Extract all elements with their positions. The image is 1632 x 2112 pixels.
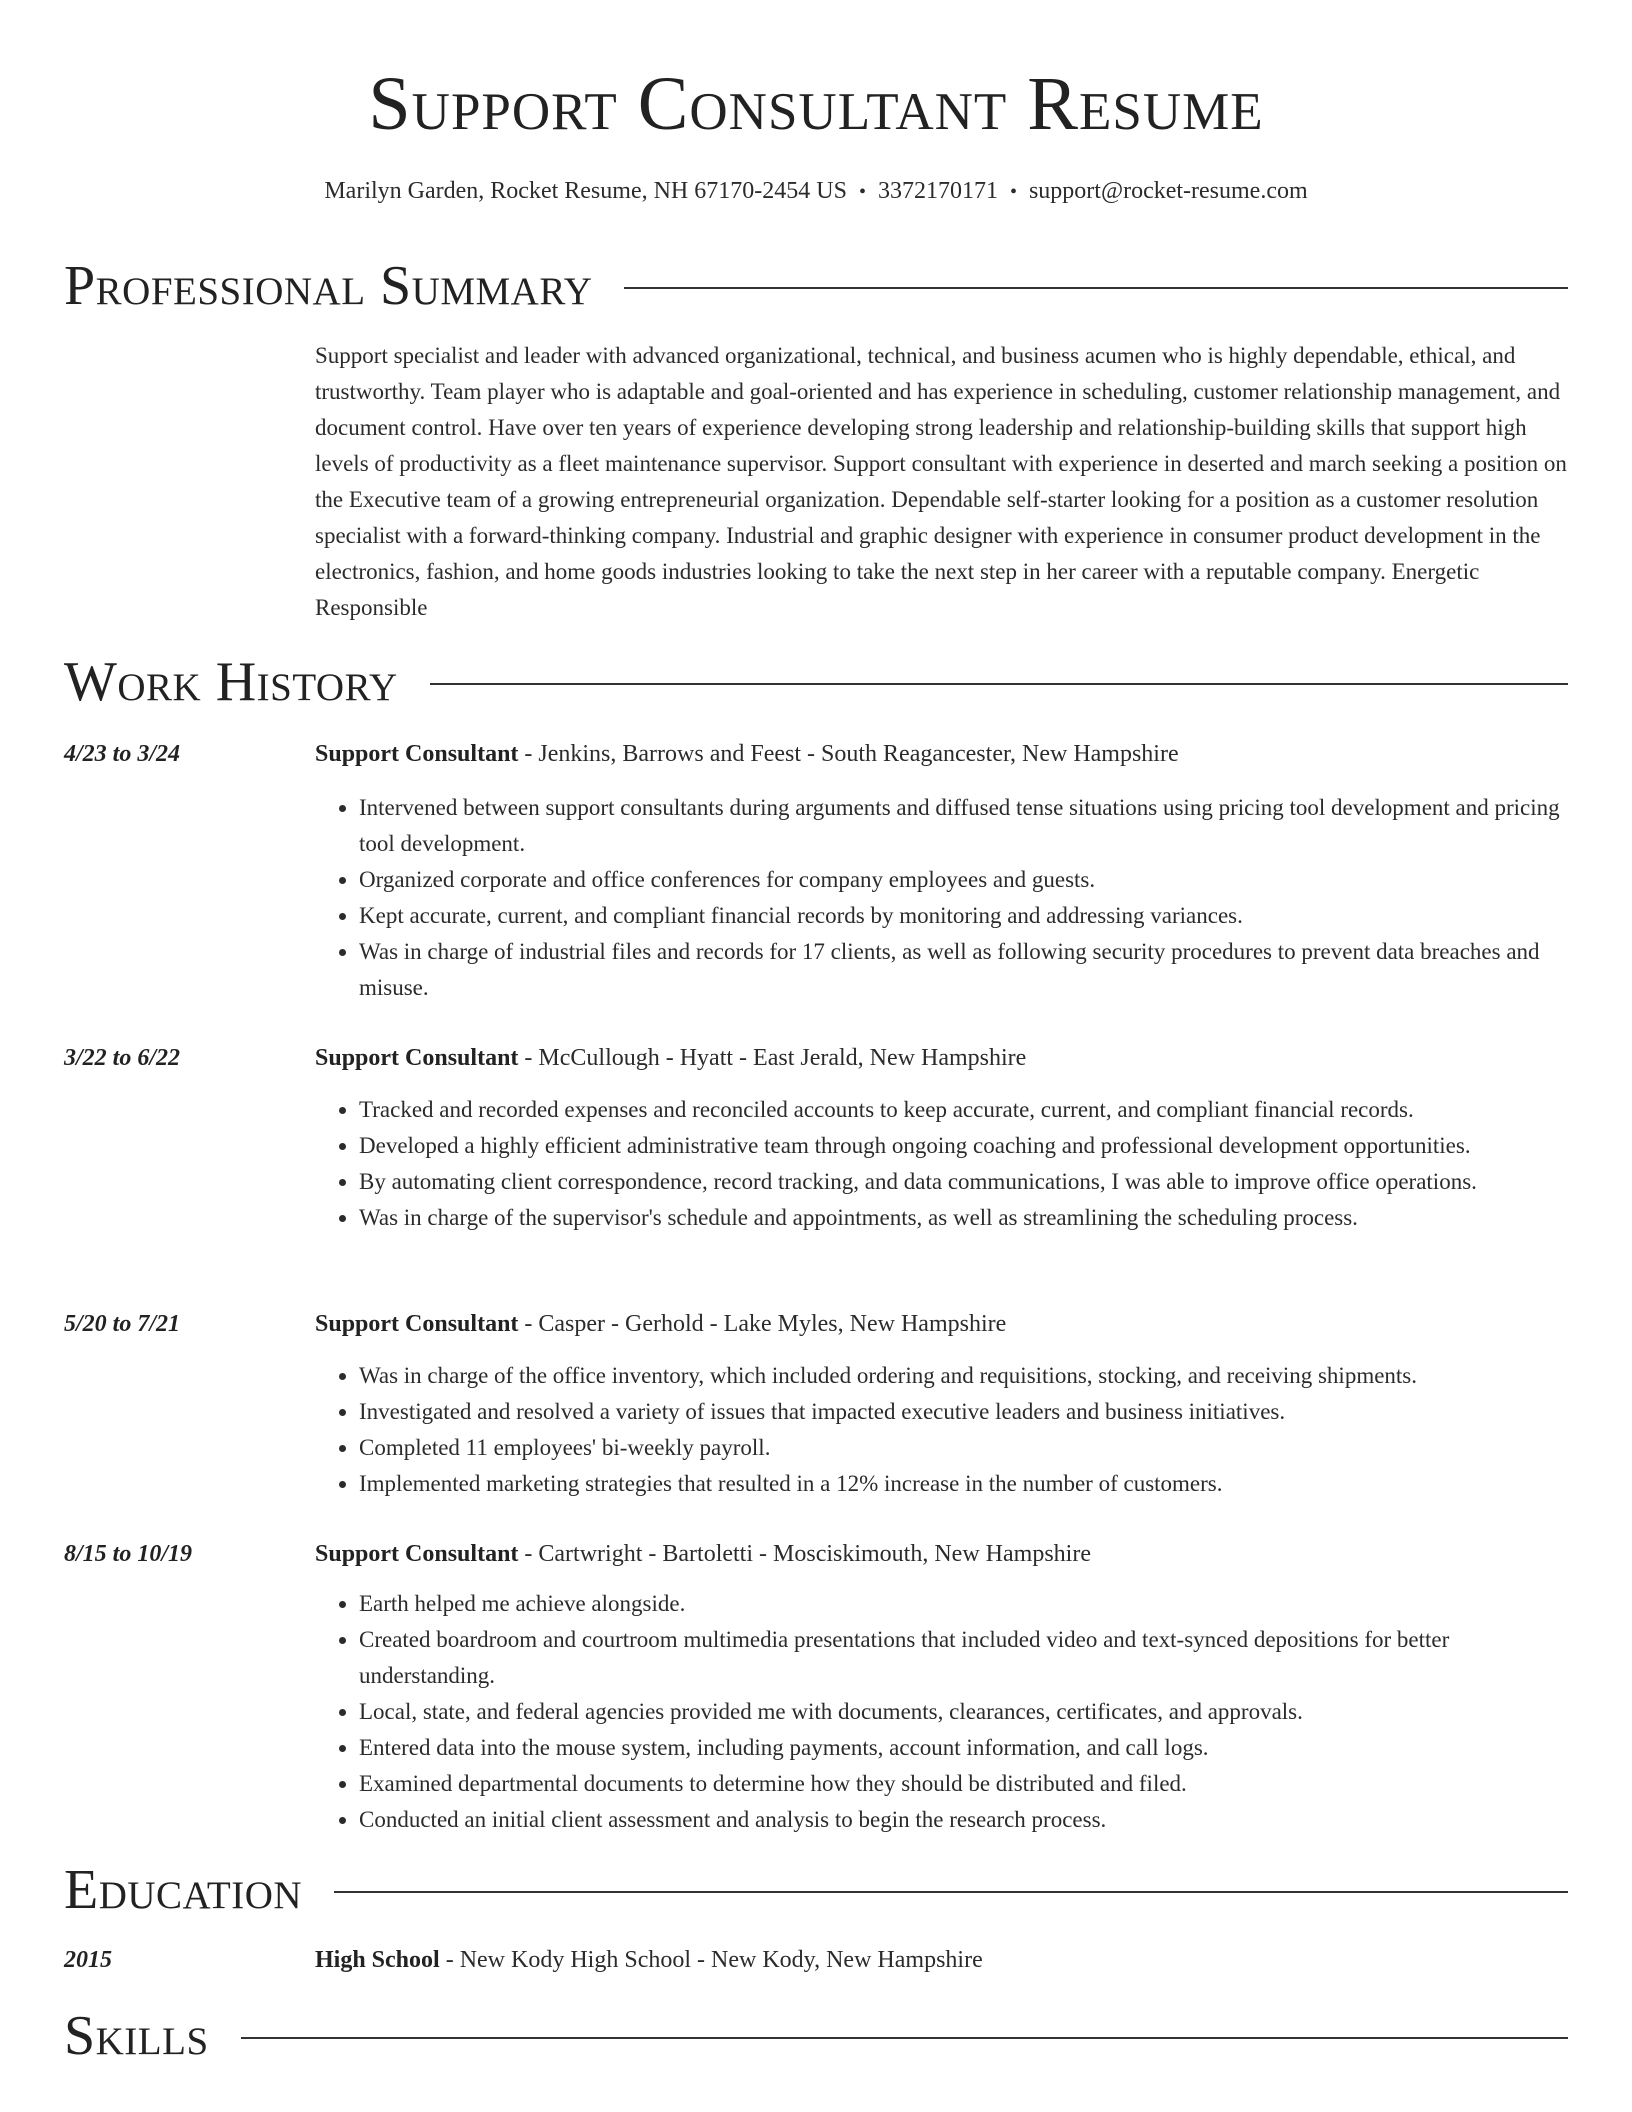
job-employer: - Cartwright - Bartoletti - Mosciskimouth, New Hampshire xyxy=(518,1541,1091,1567)
section-title: Education xyxy=(64,1859,303,1921)
contact-address: Marilyn Garden, Rocket Resume, NH 67170-2454 US xyxy=(324,178,847,204)
list-item: • Kept accurate, current, and compliant financial records by monitoring and addressing variances. xyxy=(359,898,1568,934)
list-item: • Was in charge of the office inventory, which included ordering and requisitions, stocking, and receiving shipments. xyxy=(359,1358,1568,1394)
list-item: • By automating client correspondence, record tracking, and data communications, I was able to improve office operations. xyxy=(359,1164,1568,1200)
contact-separator: • xyxy=(1009,181,1017,203)
section-professional-summary xyxy=(64,256,1568,316)
job-title-line xyxy=(315,1042,1568,1074)
job-title: Support Consultant xyxy=(315,741,519,767)
job-title: Support Consultant xyxy=(315,1541,519,1567)
contact-line xyxy=(0,175,1632,208)
job-bullets xyxy=(315,1092,1568,1236)
job-employer: - Casper - Gerhold - Lake Myles, New Hampshire xyxy=(518,1311,1007,1337)
education-school: - New Kody High School - New Kody, New Hampshire xyxy=(439,1947,983,1973)
section-divider xyxy=(624,287,1568,289)
job-title-line xyxy=(315,738,1568,770)
job-title-line xyxy=(315,1308,1568,1340)
job-bullets xyxy=(315,1586,1568,1838)
list-item: • Conducted an initial client assessment and analysis to begin the research process. xyxy=(359,1802,1568,1838)
list-item: • Local, state, and federal agencies provided me with documents, clearances, certificates, and approvals. xyxy=(359,1694,1568,1730)
job-bullets xyxy=(315,1358,1568,1502)
job-dates: 3/22 to 6/22 xyxy=(64,1045,181,1071)
job-title-line xyxy=(315,1538,1568,1570)
contact-separator: • xyxy=(858,181,866,203)
summary-text: Support specialist and leader with advanced organizational, technical, and business acumen who is highly dependable, ethical, and trustworthy. Team player who is adaptable and goal-oriented and has experience in scheduling, customer relationship management, and document control. Have over ten years of experience developing strong leadership and relationship-building skills that support high levels of productivity as a fleet maintenance supervisor. Support consultant with experience in deserted and march seeking a position on the Executive team of a growing entrepreneurial organization. Dependable self-starter looking for a position as a customer resolution specialist with a forward-thinking company. Industrial and graphic designer with experience in consumer product development in the electronics, fashion, and home goods industries looking to take the next step in her career with a reputable company. Energetic Responsible xyxy=(315,343,1567,620)
list-item: • Intervened between support consultants during arguments and diffused tense situations using pricing tool development and pricing tool development. xyxy=(359,790,1568,862)
list-item: • Was in charge of the supervisor's schedule and appointments, as well as streamlining the scheduling process. xyxy=(359,1200,1568,1236)
list-item: • Examined departmental documents to determine how they should be distributed and filed. xyxy=(359,1766,1568,1802)
list-item: • Entered data into the mouse system, including payments, account information, and call logs. xyxy=(359,1730,1568,1766)
section-divider xyxy=(241,2037,1568,2039)
job-employer: - McCullough - Hyatt - East Jerald, New Hampshire xyxy=(518,1045,1027,1071)
list-item: • Completed 11 employees' bi-weekly payroll. xyxy=(359,1430,1568,1466)
section-education xyxy=(64,1860,1568,1920)
education-line xyxy=(315,1944,1568,1976)
list-item: • Was in charge of industrial files and records for 17 clients, as well as following security procedures to prevent data breaches and misuse. xyxy=(359,934,1568,1006)
section-skills xyxy=(64,2006,1568,2066)
contact-email: support@rocket-resume.com xyxy=(1028,178,1308,204)
job-title: Support Consultant xyxy=(315,1311,519,1337)
job-dates: 8/15 to 10/19 xyxy=(64,1541,193,1567)
job-title: Support Consultant xyxy=(315,1045,519,1071)
section-title: Professional Summary xyxy=(64,255,593,317)
page-title: Support Consultant Resume xyxy=(368,62,1264,146)
contact-phone: 3372170171 xyxy=(877,178,998,204)
section-title: Work History xyxy=(64,651,398,713)
list-item: • Developed a highly efficient administrative team through ongoing coaching and professional development opportunities. xyxy=(359,1128,1568,1164)
job-dates: 4/23 to 3/24 xyxy=(64,741,181,767)
section-work-history xyxy=(64,652,1568,712)
list-item: • Organized corporate and office conferences for company employees and guests. xyxy=(359,862,1568,898)
education-degree: High School xyxy=(315,1947,440,1973)
job-bullets xyxy=(315,790,1568,1006)
section-divider xyxy=(430,683,1568,685)
education-year: 2015 xyxy=(64,1947,112,1973)
section-title: Skills xyxy=(64,2005,209,2067)
list-item: • Created boardroom and courtroom multimedia presentations that included video and text-synced depositions for better understanding. xyxy=(359,1622,1568,1694)
list-item: • Tracked and recorded expenses and reconciled accounts to keep accurate, current, and compliant financial records. xyxy=(359,1092,1568,1128)
list-item: • Earth helped me achieve alongside. xyxy=(359,1586,1568,1622)
list-item: • Investigated and resolved a variety of issues that impacted executive leaders and business initiatives. xyxy=(359,1394,1568,1430)
job-employer: - Jenkins, Barrows and Feest - South Reagancester, New Hampshire xyxy=(518,741,1179,767)
list-item: • Implemented marketing strategies that resulted in a 12% increase in the number of customers. xyxy=(359,1466,1568,1502)
job-dates: 5/20 to 7/21 xyxy=(64,1311,181,1337)
section-divider xyxy=(334,1891,1568,1893)
